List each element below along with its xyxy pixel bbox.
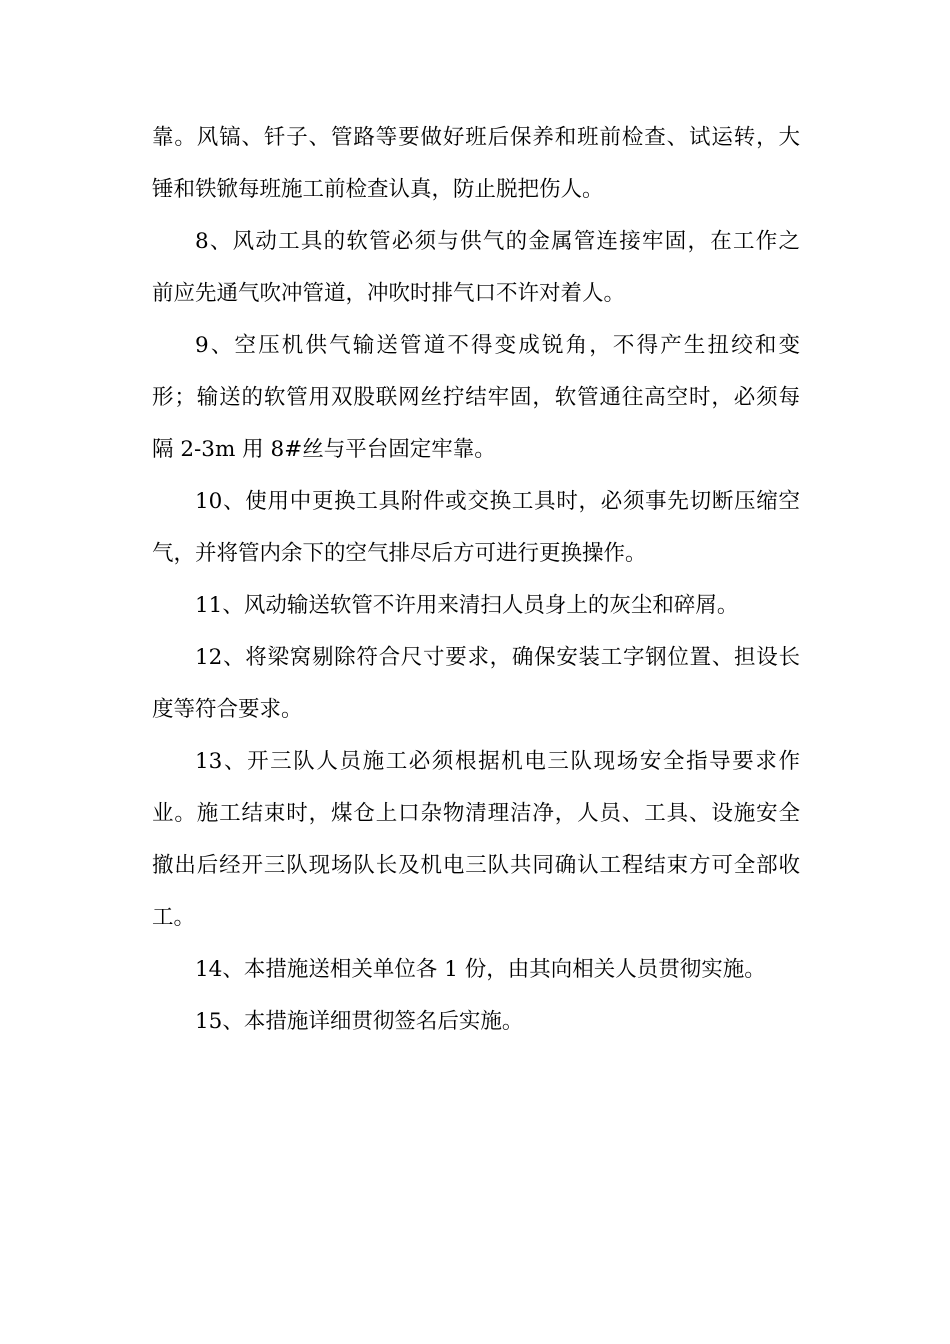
paragraph-7-line-2: 锤和铁锨每班施工前检查认真，防止脱把伤人。 (152, 177, 604, 202)
paragraph-9-line-2: 形；输送的软管用双股联网丝拧结牢固，软管通往高空时，必须每 (152, 385, 800, 410)
document-body (152, 112, 800, 1048)
paragraph-12-line-2: 度等符合要求。 (152, 697, 303, 722)
paragraph-10-line-1: 10、使用中更换工具附件或交换工具时，必须事先切断压缩空 (195, 489, 800, 514)
paragraph-13-line-2: 业。施工结束时，煤仓上口杂物清理洁净，人员、工具、设施安全 (152, 801, 800, 826)
paragraph-13-line-4: 工。 (152, 905, 196, 930)
paragraph-8-line-1: 8、风动工具的软管必须与供气的金属管连接牢固，在工作之 (195, 229, 800, 254)
paragraph-12-line-1: 12、将梁窝剔除符合尺寸要求，确保安装工字钢位置、担设长 (195, 645, 800, 670)
paragraph-15-line-1: 15、本措施详细贯彻签名后实施。 (195, 1009, 524, 1034)
paragraph-14-line-1: 14、本措施送相关单位各 1 份，由其向相关人员贯彻实施。 (195, 957, 766, 982)
paragraph-7-line-1: 靠。风镐、钎子、管路等要做好班后保养和班前检查、试运转，大 (152, 125, 800, 150)
paragraph-8-line-2: 前应先通气吹冲管道，冲吹时排气口不许对着人。 (152, 281, 626, 306)
paragraph-13-line-1: 13、开三队人员施工必须根据机电三队现场安全指导要求作 (195, 749, 800, 774)
paragraph-10-line-2: 气，并将管内余下的空气排尽后方可进行更换操作。 (152, 541, 647, 566)
paragraph-11-line-1: 11、风动输送软管不许用来清扫人员身上的灰尘和碎屑。 (195, 593, 739, 618)
paragraph-9-line-3: 隔 2-3m 用 8#丝与平台固定牢靠。 (152, 437, 496, 462)
paragraph-13-line-3: 撤出后经开三队现场队长及机电三队共同确认工程结束方可全部收 (152, 853, 800, 878)
paragraph-9-line-1: 9、空压机供气输送管道不得变成锐角，不得产生扭绞和变 (195, 333, 800, 358)
